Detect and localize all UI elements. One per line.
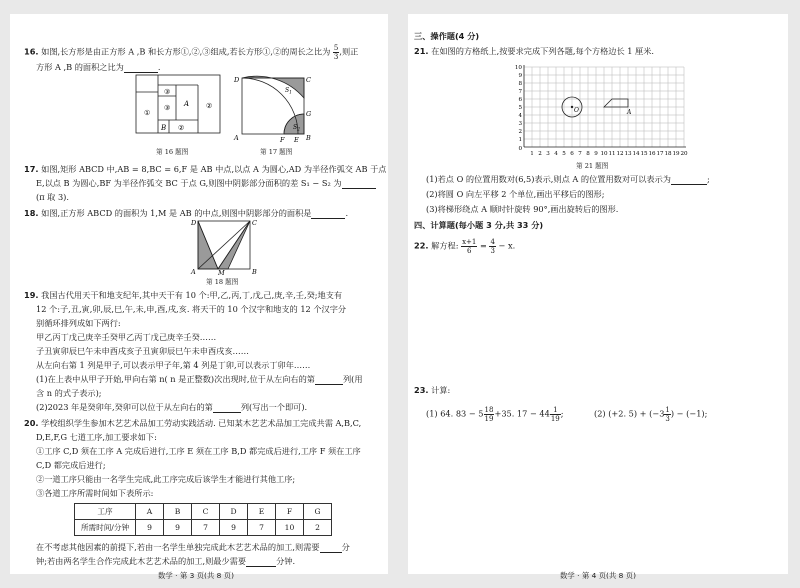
fig16-caption: 第 16 题图	[156, 148, 189, 156]
fig17-label-b: B	[306, 134, 311, 142]
q20-line6: ③各道工序所需时间如下表所示:	[36, 488, 154, 498]
q19-line6: 从左向右第 1 列是甲子,可以表示甲子年,第 4 列是丁卯,可以表示丁卯年……	[36, 360, 311, 370]
fig17-label-s1: $S_1$	[285, 87, 292, 96]
table-row	[75, 520, 332, 536]
q16-ratio: $\frac{5}{3}$	[333, 44, 339, 61]
right-page	[408, 14, 788, 580]
table-cell: 7	[192, 520, 220, 536]
table-cell: 9	[136, 520, 164, 536]
fig17-label-f: F	[280, 136, 285, 144]
q23-line: 23. 计算:	[414, 385, 451, 395]
svg-text:6: 6	[570, 151, 574, 157]
q19-line1: 19. 我国古代用天干和地支纪年,其中天干有 10 个:甲,乙,丙,丁,戊,己,庚,辛,壬,癸;地支有	[24, 290, 343, 300]
table-header-cell: C	[192, 504, 220, 520]
table-header-cell: F	[276, 504, 304, 520]
fig16-label-2b: ②	[178, 124, 185, 132]
svg-text:4: 4	[518, 113, 522, 119]
q19-line3: 别循环排列成如下两行:	[36, 318, 121, 328]
svg-text:5: 5	[518, 105, 522, 111]
answer-blank[interactable]	[315, 375, 343, 385]
svg-text:13: 13	[624, 151, 632, 157]
fig16-label-b: B	[161, 124, 167, 132]
q21-line1: 21. 在如图的方格纸上,按要求完成下列各题,每个方格边长 1 厘米.	[414, 46, 655, 56]
svg-text:10: 10	[600, 151, 608, 157]
fig17-label-d: D	[234, 76, 240, 84]
svg-text:9: 9	[594, 151, 598, 157]
table-header-cell: G	[304, 504, 332, 520]
q19-line5: 子丑寅卯辰巳午未申酉戌亥子丑寅卯辰巳午未申酉戌亥……	[36, 346, 249, 356]
fig16-label-2: ②	[206, 102, 213, 110]
q16-line2: 方形 A ,B 的面积之比为 .	[36, 62, 161, 72]
table-cell: 所需时间/分钟	[75, 520, 136, 536]
q20-line3: ①工序 C,D 须在工序 A 完成后进行,工序 E 须在工序 B,D 都完成后进行,工序 F 须在工序	[36, 446, 361, 456]
left-page	[10, 14, 388, 580]
q20-tail2: 钟;若由两名学生合作完成此木艺艺术品的加工,则最少需要 分钟.	[36, 556, 296, 566]
table-cell: 7	[248, 520, 276, 536]
q22-fraction-2: $\frac{4}{3}$	[490, 238, 495, 255]
q19-sub1-cont: 含 n 的式子表示);	[36, 388, 102, 398]
table-header-cell: D	[220, 504, 248, 520]
table-header-cell: B	[164, 504, 192, 520]
fig18-label-m: M	[218, 269, 225, 275]
svg-text:19: 19	[672, 151, 680, 157]
fig16-label-3: ③	[164, 88, 171, 96]
svg-text:2: 2	[538, 151, 542, 157]
table-cell: 9	[164, 520, 192, 536]
q21-sub2: (2)将圆 O 向左平移 2 个单位,画出平移后的图形;	[426, 189, 605, 199]
fig18-label-a: A	[191, 268, 196, 275]
q23-part2: (2) (+2. 5) + (−3 $\frac{1}{3}$ ) − (−1);	[594, 406, 708, 423]
svg-text:15: 15	[640, 151, 648, 157]
q23-part1: (1) 64. 83 − 5 $\frac{18}{19}$ +35. 17 − 44 $\frac{1}{19}$ ;	[426, 406, 564, 423]
table-cell: 2	[304, 520, 332, 536]
svg-text:4: 4	[554, 151, 558, 157]
fig18-label-d: D	[191, 219, 197, 227]
svg-text:0: 0	[518, 146, 522, 152]
answer-blank[interactable]	[311, 209, 345, 219]
fig17-label-e: E	[294, 136, 299, 144]
q23-fraction-2: $\frac{1}{19}$	[550, 406, 560, 423]
svg-text:8: 8	[586, 151, 590, 157]
q20-line2: D,E,F,G 七道工序,加工要求如下:	[36, 432, 157, 442]
fig16-label-3b: ③	[164, 104, 171, 112]
table-header-cell: E	[248, 504, 276, 520]
q22-fraction-1: $\frac{x+1}{6}$	[462, 238, 477, 255]
svg-text:16: 16	[648, 151, 656, 157]
svg-text:7: 7	[518, 89, 522, 95]
section-title-operation: 三、操作题(4 分)	[414, 31, 480, 41]
q17-line1: 17. 如图,矩形 ABCD 中,AB = 8,BC = 6,F 是 AB 中点,以点 A 为圆心,AD 为半径作弧交 AB 于点	[24, 164, 387, 174]
fig16-label-1: ①	[144, 109, 151, 117]
svg-text:12: 12	[616, 151, 624, 157]
q23-fraction-3: $\frac{1}{3}$	[665, 406, 670, 423]
q19-sub2: (2)2023 年是癸卯年,癸卯可以位于从左向右的第 列(写出一个即可).	[36, 402, 308, 412]
fig21-caption: 第 21 题图	[576, 162, 609, 170]
answer-blank[interactable]	[213, 403, 241, 413]
table-cell: 10	[276, 520, 304, 536]
q19-line2: 12 个:子,丑,寅,卯,辰,巳,午,未,申,酉,戌,亥. 将天干的 10 个汉字和地支的 12 个汉字分	[36, 304, 347, 314]
fig16-label-a: A	[184, 100, 190, 108]
table-cell: 9	[220, 520, 248, 536]
q23-fraction-1: $\frac{18}{19}$	[484, 406, 494, 423]
q19-sub1: (1)在上表中从甲子开始,甲向右第 n( n 是正整数)次出现时,位于从左向右的第 列(用	[36, 374, 363, 384]
table-header-cell: 工序	[75, 504, 136, 520]
figure-18	[190, 217, 258, 275]
svg-text:18: 18	[664, 151, 672, 157]
page-footer: 数学 · 第 4 页(共 8 页)	[560, 571, 636, 580]
q16-line1: 16. 如图,长方形是由正方形 A ,B 和长方形①,②,③组成,若长方形①,②的周长之比为 $\frac{5}{3}$ ,则正	[24, 44, 359, 61]
fig17-label-c: C	[306, 76, 311, 84]
svg-text:11: 11	[608, 151, 616, 157]
table-row	[75, 504, 332, 520]
fig17-caption: 第 17 题图	[260, 148, 293, 156]
label-o: O	[574, 107, 579, 114]
fig17-label-s2: $S_2$	[293, 124, 300, 133]
q20-line5: ②一道工序只能由一名学生完成,此工序完成后该学生才能进行其他工序;	[36, 474, 296, 484]
point-o	[571, 106, 573, 108]
svg-text:17: 17	[656, 151, 664, 157]
q18-line1: 18. 如图,正方形 ABCD 的面积为 1,M 是 AB 的中点,则图中阴影部分的面积是 .	[24, 208, 349, 218]
svg-text:3: 3	[518, 121, 522, 127]
svg-text:1: 1	[530, 151, 534, 157]
figure-16	[135, 74, 225, 144]
figure-21-grid	[512, 61, 692, 167]
q17-line2: E,以点 B 为圆心,BF 为半径作弧交 BC 于点 G,则图中阴影部分面积的差 S₁ − S₂ 为	[36, 178, 376, 189]
q20-line1: 20. 学校组织学生参加木艺艺术品加工劳动实践活动. 已知某木艺艺术品加工完成共需 A,B,C,	[24, 418, 362, 428]
q22-line: 22. 解方程: $\frac{x+1}{6}$ = $\frac{4}{3}$ − x.	[414, 238, 516, 255]
svg-text:3: 3	[546, 151, 550, 157]
label-a: A	[627, 109, 632, 116]
q21-sub1: (1)若点 O 的位置用数对(6,5)表示,则点 A 的位置用数对可以表示为 ;	[426, 174, 710, 184]
answer-blank[interactable]	[671, 175, 707, 185]
page-footer: 数学 · 第 3 页(共 8 页)	[158, 571, 234, 580]
svg-text:5: 5	[562, 151, 566, 157]
fig18-label-c: C	[252, 219, 257, 227]
fig18-caption: 第 18 题图	[206, 278, 239, 286]
answer-blank[interactable]	[246, 557, 276, 567]
fig17-label-g: G	[306, 110, 312, 118]
svg-text:20: 20	[680, 151, 688, 157]
figure-17	[232, 74, 312, 146]
q19-line4: 甲乙丙丁戊己庚辛壬癸甲乙丙丁戊己庚辛壬癸……	[36, 332, 217, 342]
table-header-cell: A	[136, 504, 164, 520]
svg-text:14: 14	[632, 151, 640, 157]
q20-line4: C,D 都完成后进行;	[36, 460, 106, 470]
svg-text:1: 1	[518, 137, 522, 143]
svg-text:6: 6	[518, 97, 522, 103]
section-title-calc: 四、计算题(每小题 3 分,共 33 分)	[414, 220, 544, 230]
svg-text:2: 2	[518, 129, 522, 135]
svg-text:9: 9	[518, 73, 522, 79]
svg-text:7: 7	[578, 151, 582, 157]
q20-tail1: 在不考虑其他因素的前提下,若由一名学生单独完成此木艺艺术品的加工,则需要 分	[36, 542, 350, 552]
answer-blank[interactable]	[124, 63, 158, 73]
process-time-table	[74, 503, 332, 536]
answer-blank[interactable]	[320, 543, 342, 553]
svg-text:8: 8	[518, 81, 522, 87]
svg-text:10: 10	[514, 65, 522, 71]
q17-line3: (π 取 3).	[36, 192, 69, 202]
q21-sub3: (3)将梯形绕点 A 顺时针旋转 90°,画出旋转后的图形.	[426, 204, 619, 214]
answer-blank[interactable]	[342, 179, 376, 189]
fig17-label-a: A	[234, 134, 239, 142]
fig18-label-b: B	[252, 268, 257, 275]
